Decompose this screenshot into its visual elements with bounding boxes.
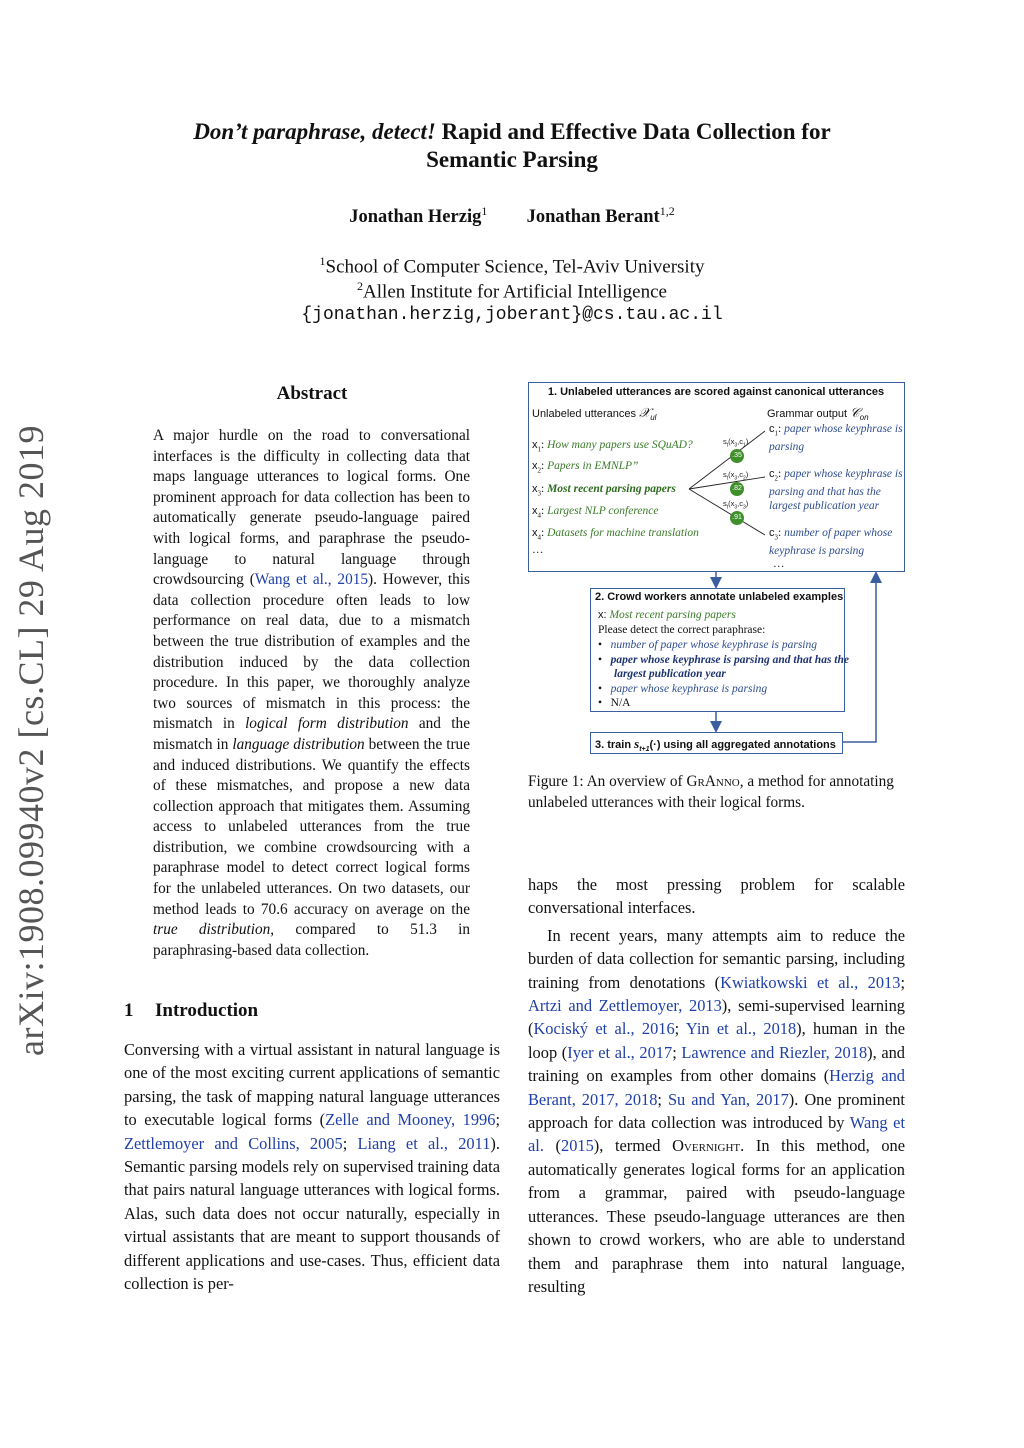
citation-link[interactable]: 2015 (561, 1136, 594, 1156)
x-sub: 4 (537, 511, 541, 520)
abstract-emphasis: true distribution (153, 921, 271, 939)
unlabeled-subscript: ul (650, 413, 657, 423)
body-text: ; (672, 1042, 682, 1062)
score-c: 3 (743, 504, 746, 511)
citation-link[interactable]: Wang et al. (528, 1113, 906, 1156)
right-column-text (528, 873, 905, 1298)
unlabeled-label: Unlabeled utterances (532, 408, 636, 420)
option-1 (598, 638, 842, 652)
c-label: c (769, 527, 775, 539)
body-text: ), human in the loop ( (528, 1019, 906, 1062)
c-label: c (769, 468, 775, 480)
title-italic-part: Don’t paraphrase, detect! (193, 119, 436, 144)
utterance-text: Most recent parsing papers (547, 483, 676, 495)
utterance-1: $x_1$: How many papers use SQuAD? (532, 439, 693, 454)
citation-link[interactable]: Zettlemoyer and Collins, 2005 (124, 1133, 343, 1153)
figure-box-3-title (595, 736, 836, 753)
body-text: ; (657, 1089, 668, 1109)
bullet: • (598, 639, 603, 651)
canonical-2: $c_2$: paper whose keyphrase is parsing and that has the largest publication year (769, 468, 903, 513)
body-text: ), termed (593, 1136, 673, 1156)
score-badge-2: .82 (730, 482, 744, 496)
score-s: s (723, 499, 727, 508)
body-text: ( (543, 1136, 562, 1156)
score-x: 3 (734, 475, 738, 482)
body-text: ; (674, 1019, 686, 1039)
author-1: Jonathan Herzig (349, 207, 482, 228)
x-sub: 4 (537, 533, 541, 542)
affiliation-2-sup: 2 (357, 279, 364, 293)
score-x: 3 (734, 442, 738, 449)
abstract-heading: Abstract (276, 383, 348, 404)
unlabeled-symbol: 𝒳 (639, 405, 651, 420)
intro-paragraph (124, 1038, 500, 1295)
canonical-1: $c_1$: paper whose keyphrase is parsing (769, 423, 903, 454)
score-s: s (723, 437, 727, 446)
affiliation-1-sup: 1 (319, 254, 326, 268)
citation-link[interactable]: Herzig and Berant, 2017, 2018 (528, 1066, 905, 1109)
citation-link[interactable]: Iyer et al., 2017 (567, 1042, 673, 1062)
bullet: • (598, 697, 603, 709)
x-label: x (532, 505, 538, 517)
citation-link[interactable]: Kwiatkowski et al., 2013 (720, 972, 901, 992)
section-title: Introduction (155, 1000, 259, 1021)
utterance-5: $x_4$: Datasets for machine translation (532, 527, 699, 542)
bullet: • (598, 654, 603, 666)
body-text: ), and training on examples from other domains ( (528, 1042, 906, 1086)
box3-s: s (634, 736, 640, 751)
utterance-text: Papers in EMNLP” (547, 460, 639, 472)
affiliation-2-text: Allen Institute for Artificial Intelligence (363, 281, 667, 303)
option-text: N/A (610, 697, 631, 709)
author-1-affil: 1 (481, 204, 488, 218)
figure-caption (528, 771, 905, 813)
box2-utterance (598, 608, 736, 622)
canonical-text: paper whose keyphrase is parsing (769, 423, 903, 454)
score-sub: t (726, 475, 729, 482)
canonical-text: paper whose keyphrase is parsing and that has the largest publication year (769, 468, 903, 513)
author-2: Jonathan Berant (526, 207, 660, 228)
abstract-text: and the mismatch in (153, 715, 470, 753)
score-sub: t (726, 504, 729, 511)
c-label: c (769, 423, 775, 435)
body-text: Conversing with a virtual assistant in natural language is one of the most exciting current applications of semantic parsing, the task of mapping natural language utterances to executable logical forms ( (124, 1040, 500, 1130)
score-label-3: $s_t(x_3,c_3)$ (723, 499, 749, 511)
x-sub: 1 (537, 445, 541, 454)
body-text: . In this method, one automatically generates logical forms for an application from a grammar, paired with pseudo-language utterances. These pseudo-language utterances are then shown to crowd workers, who are able to understand them and paraphrase them into natural language, resulting (528, 1136, 905, 1296)
figure-box-1 (528, 382, 905, 572)
box2-utterance-text: Most recent parsing papers (609, 609, 736, 621)
utterance-text: Datasets for machine translation (547, 527, 699, 539)
utterance-2: $x_2$: Papers in EMNLP” (532, 460, 639, 475)
score-label-1: $s_t(x_3,c_1)$ (723, 437, 749, 449)
title-rest: Rapid and Effective Data Collection for (435, 119, 831, 144)
abstract-text: between the true and induced distributions. We quantify the effects of these mismatches, and propose a new data collection approach that mitigates them. Assuming access to unlabeled utterances from the true distribution, we combine crowdsourcing with a paraphrase model to detect correct logical forms for the unlabeled utterances. On two datasets, our method leads to 70.6 accuracy on average on the (153, 735, 470, 918)
score-args: (x (728, 437, 735, 446)
grammar-label: Grammar output (767, 408, 848, 420)
x-label: x (532, 483, 538, 495)
figure-box-1-title: 1. Unlabeled utterances are scored against canonical utterances (547, 386, 885, 398)
option-3 (598, 682, 767, 696)
arxiv-identifier: arXiv:1908.09940v2 [cs.CL] 29 Aug 2019 (11, 425, 51, 1056)
utterance-4: $x_4$: Largest NLP conference (532, 505, 659, 520)
abstract-text: A major hurdle on the road to conversational interfaces is the difficulty in collecting data that maps language utterances to logical forms. One prominent approach for data collection has been to automatically generate pseudo-language paired with logical forms, and paraphrase the pseudo-language to natural language through crowdsourcing ( (153, 427, 470, 589)
citation-link[interactable]: Yin et al., 2018 (685, 1019, 797, 1039)
citation-link[interactable]: Su and Yan, 2017 (667, 1089, 789, 1109)
c-sub: 3 (774, 533, 778, 542)
abstract-body (153, 426, 470, 961)
x-label: x (532, 439, 538, 451)
canonical-3: $c_3$: number of paper whose keyphrase is parsing (769, 527, 893, 558)
score-c: 2 (743, 475, 746, 482)
body-text: ). Semantic parsing models rely on supervised training data that pairs natural language utterances with logical forms. Alas, such data does not occur naturally, especially in virtual assistants that are meant to support thousands of different applications and use-cases. Thus, efficient data collection is per- (124, 1133, 500, 1294)
affiliation-2 (0, 279, 1024, 303)
body-text: ). One prominent approach for data collection was introduced by (528, 1089, 905, 1133)
x-sub: 2 (537, 466, 541, 475)
caption-method-name: GrAnno (686, 773, 740, 790)
figure-box-3 (590, 732, 843, 754)
abstract-text: , compared to 51.3 in paraphrasing-based data collection. (153, 921, 470, 959)
abstract-emphasis: language distribution (232, 735, 365, 753)
c-sub: 1 (774, 429, 778, 438)
section-heading (124, 1000, 258, 1022)
utterance-3: $x_3$: Most recent parsing papers (532, 483, 676, 498)
citation-link[interactable]: Kociský et al., 2016 (533, 1019, 675, 1039)
score-sub: t (726, 442, 729, 449)
grammar-subscript: on (859, 413, 869, 423)
x-sub: 3 (537, 489, 541, 498)
body-text: ; (342, 1133, 358, 1153)
x-label: x (532, 527, 538, 539)
canonical-ellipsis: … (773, 558, 785, 570)
score-s: s (723, 470, 727, 479)
score-line-3 (689, 489, 765, 535)
option-2 (598, 653, 854, 681)
figure-box-2 (590, 588, 850, 712)
score-args: (x (728, 499, 735, 508)
option-4 (598, 696, 630, 710)
score-args: (x (728, 470, 735, 479)
citation-link[interactable]: Lawrence and Riezler, 2018 (681, 1042, 868, 1062)
score-label-2: $s_t(x_3,c_2)$ (723, 470, 749, 482)
score-lines (529, 383, 903, 570)
box2-x-label: x: (598, 609, 607, 621)
body-text: ; (900, 972, 905, 992)
utterance-text: How many papers use SQuAD? (547, 439, 693, 451)
abstract-text: ). However, this data collection procedure often leads to low performance on real data, due to a mismatch between the true distribution of examples and the distribution induced by the data collection procedure. In this paper, we thoroughly analyze two sources of mismatch in this process: the mismatch in (153, 571, 471, 733)
utterance-ellipsis: … (532, 544, 544, 556)
score-badge-3: .91 (730, 511, 744, 525)
affiliation-1-text: School of Computer Science, Tel-Aviv University (325, 256, 705, 278)
citation-link[interactable]: Wang et al., 2015 (254, 571, 369, 589)
author-2-affil: 1,2 (659, 204, 675, 218)
score-c: 1 (743, 442, 746, 449)
option-text: paper whose keyphrase is parsing (610, 683, 768, 695)
section-number: 1 (124, 1000, 134, 1021)
body-text: ; (495, 1110, 500, 1130)
bullet: • (598, 683, 603, 695)
option-text: paper whose keyphrase is parsing and that has the largest publication year (610, 654, 850, 680)
option-text: number of paper whose keyphrase is parsing (610, 639, 817, 651)
body-text: In recent years, many attempts aim to reduce the burden of data collection for semantic parsing, including training from denotations ( (528, 925, 905, 992)
score-x: 3 (734, 504, 738, 511)
box3-pre: 3. train (595, 739, 635, 751)
box2-prompt: Please detect the correct paraphrase: (598, 624, 766, 636)
affiliation-1 (0, 254, 1024, 278)
box3-post: (·) using all aggregated annotations (649, 739, 836, 751)
citation-link[interactable]: Zelle and Mooney, 1996 (325, 1110, 496, 1130)
author-line (0, 204, 1024, 228)
body-text: ), semi-supervised learning ( (528, 996, 905, 1039)
box3-sub: t+1 (639, 746, 650, 754)
caption-text: , a method for annotating unlabeled utterances with their logical forms. (528, 773, 894, 811)
paragraph-continued: haps the most pressing problem for scalable conversational interfaces. (528, 875, 905, 918)
utterance-text: Largest NLP conference (547, 505, 659, 517)
figure-box-2-title: 2. Crowd workers annotate unlabeled examples (595, 591, 844, 603)
canonical-text: number of paper whose keyphrase is parsing (769, 527, 893, 558)
grammar-symbol: 𝒞 (850, 405, 860, 420)
caption-text: Figure 1: An overview of (528, 773, 687, 790)
x-label: x (532, 460, 538, 472)
score-badge-1: .35 (730, 449, 744, 463)
paper-title (0, 118, 1024, 174)
author-email[interactable]: {jonathan.herzig,joberant}@cs.tau.ac.il (301, 305, 723, 325)
method-name: Overnight (672, 1136, 741, 1156)
title-line2: Semantic Parsing (426, 147, 598, 172)
abstract-emphasis: logical form distribution (245, 715, 409, 733)
citation-link[interactable]: Liang et al., 2011 (357, 1133, 491, 1153)
paragraph-related-work (528, 924, 905, 1299)
c-sub: 2 (774, 474, 778, 483)
citation-link[interactable]: Artzi and Zettlemoyer, 2013 (528, 996, 722, 1016)
